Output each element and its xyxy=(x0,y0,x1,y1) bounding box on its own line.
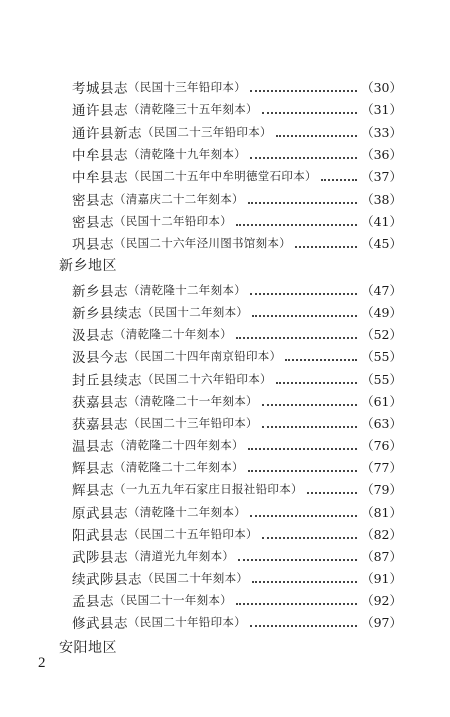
entry-title: 中牟县志 xyxy=(72,170,128,187)
dot-leader xyxy=(236,601,357,605)
entry-title: 获嘉县志 xyxy=(72,416,128,433)
toc-entry xyxy=(72,589,402,611)
entry-edition: （清乾隆二十年刻本） xyxy=(114,327,232,342)
dot-leader xyxy=(321,177,357,181)
dot-leader xyxy=(248,200,357,204)
entry-title: 辉县志 xyxy=(72,461,114,478)
dot-leader xyxy=(285,357,357,361)
entry-edition: （民国二十四年南京铅印本） xyxy=(128,349,282,364)
entry-title: 温县志 xyxy=(72,439,114,456)
entry-page-number: （37） xyxy=(361,169,402,185)
entry-edition: （民国二十年刻本） xyxy=(142,570,249,585)
entry-title: 巩县志 xyxy=(72,237,114,254)
entry-title: 通许县新志 xyxy=(72,125,142,142)
dot-leader xyxy=(250,155,357,159)
entry-page-number: （61） xyxy=(361,393,402,409)
dot-leader xyxy=(276,133,357,137)
dot-leader xyxy=(236,335,357,339)
entry-title: 通许县志 xyxy=(72,103,128,120)
entry-title: 汲县志 xyxy=(72,328,114,345)
section-heading-xinxiang: 新乡地区 xyxy=(59,258,117,274)
entry-title: 修武县志 xyxy=(72,616,128,633)
toc-entry xyxy=(72,545,402,567)
entry-edition: （清乾隆二十四年刻本） xyxy=(114,438,244,453)
toc-entry xyxy=(72,188,402,210)
toc-entry xyxy=(72,301,402,323)
entry-page-number: （55） xyxy=(361,371,402,387)
entry-edition: （清道光九年刻本） xyxy=(128,548,235,563)
entry-title: 密县志 xyxy=(72,192,114,209)
dot-leader xyxy=(250,513,357,517)
entry-title: 新乡县志 xyxy=(72,284,128,300)
dot-leader xyxy=(262,535,357,539)
entry-edition: （民国十二年铅印本） xyxy=(114,213,232,228)
entry-edition: （民国二十三年铅印本） xyxy=(128,415,258,430)
entry-page-number: （91） xyxy=(361,570,402,586)
toc-entry xyxy=(72,567,402,589)
entry-edition: （民国十三年铅印本） xyxy=(128,80,246,94)
dot-leader xyxy=(250,623,357,627)
entry-page-number: （49） xyxy=(361,305,402,321)
entry-title: 获嘉县志 xyxy=(72,394,128,411)
entry-page-number: （77） xyxy=(361,460,402,476)
toc-entry xyxy=(72,165,402,187)
entry-page-number: （79） xyxy=(361,482,402,498)
entry-page-number: （97） xyxy=(361,615,402,631)
toc-entry xyxy=(72,390,402,412)
entry-title: 阳武县志 xyxy=(72,527,128,544)
dot-leader xyxy=(295,244,357,248)
entry-edition: （民国二十五年中牟明德堂石印本） xyxy=(128,169,317,184)
entry-page-number: （41） xyxy=(361,213,402,229)
entry-title: 孟县志 xyxy=(72,594,114,611)
entry-edition: （民国二十年铅印本） xyxy=(128,615,246,630)
entry-page-number: （30） xyxy=(361,80,402,95)
entry-edition: （一九五九年石家庄日报社铅印本） xyxy=(114,482,303,497)
entry-edition: （民国二十五年铅印本） xyxy=(128,526,258,541)
toc-entry xyxy=(72,210,402,232)
entry-page-number: （45） xyxy=(361,236,402,252)
toc-entry xyxy=(72,232,402,254)
dot-leader xyxy=(262,110,357,114)
entry-edition: （清乾隆二十一年刻本） xyxy=(128,393,258,408)
entry-edition: （民国二十六年泾川图书馆刻本） xyxy=(114,236,291,251)
entry-title: 原武县志 xyxy=(72,505,128,522)
entry-page-number: （55） xyxy=(361,349,402,365)
toc-entry xyxy=(72,501,402,523)
toc-entry xyxy=(72,98,402,120)
entry-edition: （清乾隆十九年刻本） xyxy=(128,146,246,161)
dot-leader xyxy=(262,402,357,406)
entry-title: 辉县志 xyxy=(72,483,114,500)
entry-title: 中牟县志 xyxy=(72,147,128,164)
entry-page-number: （82） xyxy=(361,526,402,542)
toc-entry xyxy=(72,434,402,456)
entry-page-number: （81） xyxy=(361,504,402,520)
entry-page-number: （63） xyxy=(361,415,402,431)
dot-leader xyxy=(262,424,357,428)
dot-leader xyxy=(250,88,357,92)
entry-page-number: （87） xyxy=(361,548,402,564)
toc-entry xyxy=(72,368,402,390)
entry-edition: （清乾隆十二年刻本） xyxy=(128,283,246,297)
entry-title: 封丘县续志 xyxy=(72,372,142,389)
toc-entry xyxy=(72,143,402,165)
toc-entry xyxy=(72,456,402,478)
entry-title: 续武陟县志 xyxy=(72,571,142,588)
toc-entry xyxy=(72,323,402,345)
entry-edition: （清嘉庆二十二年刻本） xyxy=(114,191,244,206)
dot-leader xyxy=(248,446,357,450)
toc-entry xyxy=(72,478,402,500)
toc-entry xyxy=(72,345,402,367)
entry-page-number: （92） xyxy=(361,593,402,609)
toc-entry xyxy=(72,76,402,98)
page-number: 2 xyxy=(38,655,46,671)
entry-page-number: （33） xyxy=(361,124,402,140)
entry-page-number: （38） xyxy=(361,191,402,207)
entry-edition: （清乾隆二十二年刻本） xyxy=(114,460,244,475)
dot-leader xyxy=(238,557,357,561)
dot-leader xyxy=(252,579,357,583)
entry-page-number: （52） xyxy=(361,327,402,343)
section-heading-anyang: 安阳地区 xyxy=(59,640,117,656)
entry-title: 考城县志 xyxy=(72,81,128,97)
toc-entry xyxy=(72,121,402,143)
entry-edition: （民国二十三年铅印本） xyxy=(142,124,272,139)
dot-leader xyxy=(252,313,357,317)
entry-title: 密县志 xyxy=(72,214,114,231)
dot-leader xyxy=(250,291,357,295)
toc-entry xyxy=(72,523,402,545)
entry-title: 武陟县志 xyxy=(72,549,128,566)
entry-page-number: （31） xyxy=(361,102,402,118)
entry-edition: （民国二十一年刻本） xyxy=(114,593,232,608)
entry-edition: （民国十二年刻本） xyxy=(142,305,249,320)
toc-entry xyxy=(72,412,402,434)
dot-leader xyxy=(307,490,357,494)
entry-edition: （清乾隆三十五年刻本） xyxy=(128,102,258,117)
dot-leader xyxy=(276,380,357,384)
entry-title: 汲县今志 xyxy=(72,350,128,367)
entry-title: 新乡县续志 xyxy=(72,306,142,323)
entry-edition: （民国二十六年铅印本） xyxy=(142,371,272,386)
entry-page-number: （47） xyxy=(361,283,402,298)
dot-leader xyxy=(236,222,357,226)
dot-leader xyxy=(248,468,357,472)
entry-page-number: （36） xyxy=(361,146,402,162)
toc-entry xyxy=(72,279,402,301)
entry-edition: （清乾隆十二年刻本） xyxy=(128,504,246,519)
entry-page-number: （76） xyxy=(361,438,402,454)
toc-entry xyxy=(72,611,402,633)
